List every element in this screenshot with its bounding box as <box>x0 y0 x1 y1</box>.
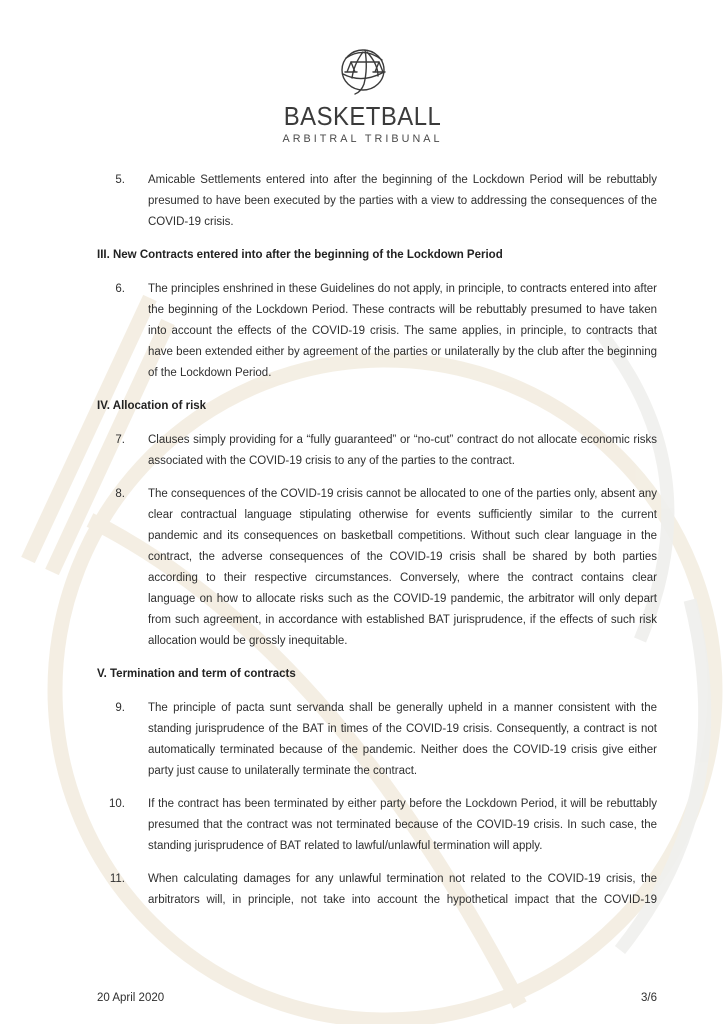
numbered-paragraph-7 <box>97 430 657 472</box>
basketball-scales-icon <box>334 44 392 100</box>
paragraph-number: 8. <box>115 488 125 500</box>
paragraph-text: The consequences of the COVID-19 crisis cannot be allocated to one of the parties only, absent any clear contractual language stipulating otherwise for events sufficiently similar to the current pandemic and its consequences on basketball competitions. Without such clear language in the contract, the adverse consequences of the COVID-19 crisis shall be shared by both parties according to their respective circumstances. Conversely, where the contract contains clear language on how to allocate risks such as the COVID-19 pandemic, the arbitrator will only depart from such agreement, in accordance with established BAT jurisprudence, if the effects of such risk allocation would be grossly inequitable. <box>148 488 657 647</box>
section-heading-iv: IV. Allocation of risk <box>97 400 207 412</box>
paragraph-number: 11. <box>109 873 125 885</box>
paragraph-text: The principles enshrined in these Guidelines do not apply, in principle, to contracts entered into after the beginning of the Lockdown Period. These contracts will be rebuttably presumed to have taken into account the effects of the COVID-19 crisis. The same applies, in principle, to contracts that have been extended either by agreement of the parties or unilaterally by the club after the beginning of the Lockdown Period. <box>148 283 657 379</box>
footer-date: 20 April 2020 <box>97 992 165 1004</box>
paragraph-text: If the contract has been terminated by either party before the Lockdown Period, it will be rebuttably presumed that the contract was not terminated because of the COVID-19 crisis. In such case, the standing jurisprudence of BAT related to lawful/unlawful termination will apply. <box>148 798 657 852</box>
paragraph-text: When calculating damages for any unlawful termination not related to the COVID-19 crisis, the arbitrators will, in principle, not take into account the hypothetical impact that the COVID-19 <box>148 873 657 906</box>
section-heading-v: V. Termination and term of contracts <box>97 668 296 680</box>
numbered-paragraph-9 <box>97 698 657 782</box>
paragraph-text: Amicable Settlements entered into after the beginning of the Lockdown Period will be rebuttably presumed to have been executed by the parties with a view to addressing the consequences of the COVID-19 crisis. <box>148 174 657 228</box>
numbered-paragraph-10 <box>97 794 657 857</box>
logo-subtitle: ARBITRAL TRIBUNAL <box>282 132 443 145</box>
paragraph-number: 5. <box>115 174 125 186</box>
numbered-paragraph-8 <box>97 484 657 652</box>
paragraph-text: Clauses simply providing for a “fully guaranteed” or “no-cut” contract do not allocate economic risks associated with the COVID-19 crisis to any of the parties to the contract. <box>148 434 657 467</box>
numbered-paragraph-6 <box>97 279 657 384</box>
numbered-paragraph-5 <box>97 170 657 233</box>
paragraph-number: 7. <box>115 434 125 446</box>
paragraph-number: 9. <box>115 702 125 714</box>
document-body <box>97 170 657 923</box>
bat-logo <box>0 0 725 145</box>
paragraph-number: 10. <box>109 798 125 810</box>
logo-wordmark: BASKETBALL <box>283 101 442 131</box>
section-heading-iii: III. New Contracts entered into after the beginning of the Lockdown Period <box>97 249 503 261</box>
numbered-paragraph-11 <box>97 869 657 911</box>
footer-page-number: 3/6 <box>641 992 657 1004</box>
page-footer <box>97 992 657 1004</box>
paragraph-number: 6. <box>115 283 125 295</box>
paragraph-text: The principle of pacta sunt servanda shall be generally upheld in a manner consistent with the standing jurisprudence of the BAT in times of the COVID-19 crisis. Consequently, a contract is not automatically terminated because of the pandemic. Neither does the COVID-19 crisis give either party just cause to unilaterally terminate the contract. <box>148 702 657 777</box>
